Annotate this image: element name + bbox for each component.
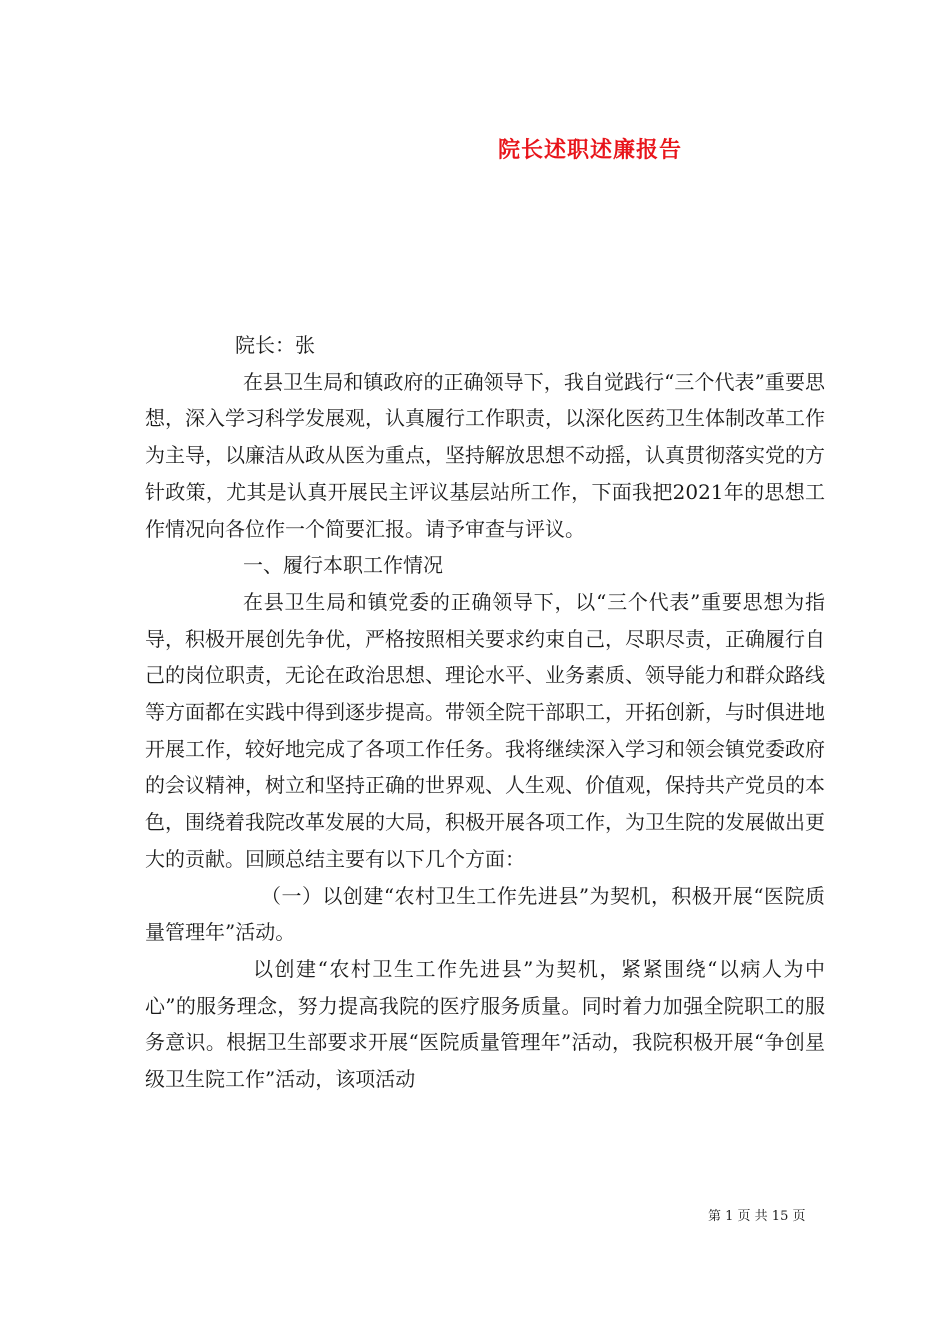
section-heading-1: 一、履行本职工作情况 xyxy=(243,553,443,578)
author-line: 院长：张 xyxy=(235,333,315,357)
subsection-heading-1: （一）以创建“农村卫生工作先进县”为契机，积极开展“医院质量管理年”活动。 xyxy=(145,883,825,945)
page-footer: 第 1 页 共 15 页 xyxy=(708,1209,806,1224)
paragraph-intro: 在县卫生局和镇政府的正确领导下，我自觉践行“三个代表”重要思想，深入学习科学发展观，认真履行工作职责，以深化医药卫生体制改革工作为主导，以廉洁从政从医为重点，坚持解放思想不动摇，认真贯彻落实党的方针政策，尤其是认真开展民主评议基层站所工作，下面我把2021年的思想工作情况向各位作一个简要汇报。请予审查与评议。 xyxy=(145,369,825,541)
paragraph-subsection-1: 以创建“农村卫生工作先进县”为契机，紧紧围绕“以病人为中心”的服务理念，努力提高我院的医疗服务质量。同时着力加强全院职工的服务意识。根据卫生部要求开展“医院质量管理年”活动，我院积极开展“争创星级卫生院工作”活动，该项活动 xyxy=(145,956,825,1092)
document-body xyxy=(145,327,825,1098)
document-title: 院长述职述廉报告 xyxy=(497,137,682,163)
paragraph-section-1: 在县卫生局和镇党委的正确领导下，以“三个代表”重要思想为指导，积极开展创先争优，严格按照相关要求约束自己，尽职尽责，正确履行自己的岗位职责，无论在政治思想、理论水平、业务素质、领导能力和群众路线等方面都在实践中得到逐步提高。带领全院干部职工，开拓创新，与时俱进地开展工作，较好地完成了各项工作任务。我将继续深入学习和领会镇党委政府的会议精神，树立和坚持正确的世界观、人生观、价值观，保持共产党员的本色，围绕着我院改革发展的大局，积极开展各项工作，为卫生院的发展做出更大的贡献。回顾总结主要有以下几个方面： xyxy=(145,589,825,871)
